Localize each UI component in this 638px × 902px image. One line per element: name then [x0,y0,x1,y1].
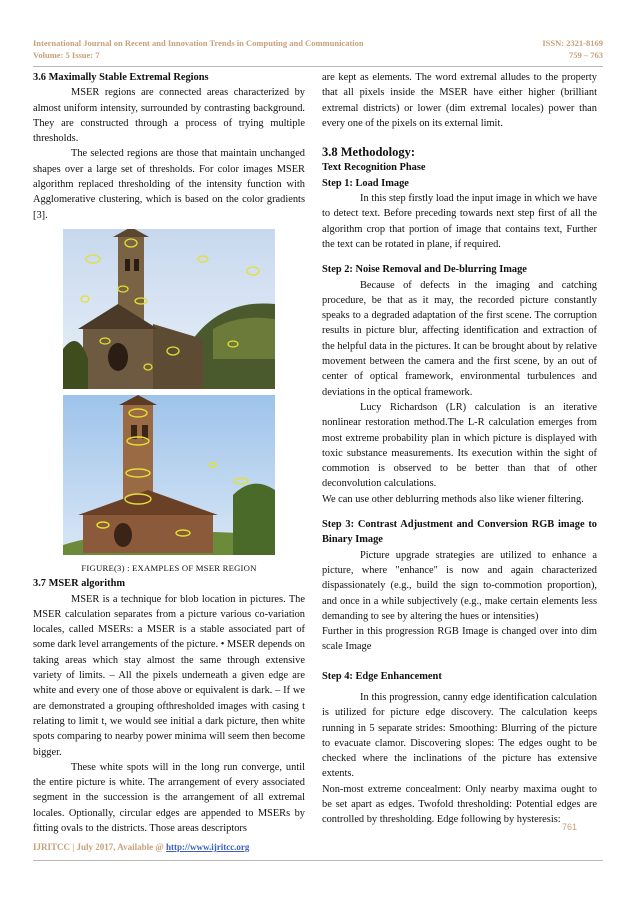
section-3-7-para-1: MSER is a technique for blob location in pictures. The MSER calculation separates from a picture various co-variation locales, called MSERs: a MSER is a stable associated part of some dark level arrangements of the picture. • MSER depends on taking areas which stay almost the same through extensive variety of limits. – All the pixels underneath a given edge are white and every one of those above or equivalent is dark. – If we are demonstrated a grouping ofthresholded images with casing t relating to limit t, we would see initial a dark picture, then white spots comparing to nearby power minima will seem then become bigger. [33,593,305,758]
phase-title: Text Recognition Phase [322,162,426,174]
step-3-para-1: Picture upgrade strategies are utilized to enhance a picture, where "enhance" is now and again characterized dispassionately (e.g., build the sign to-commotion proportion), and once in a while subjectively (e.g., make certain elements less demanding to see by altering the hues or intensities) [322,549,597,622]
step-2-title: Step 2: Noise Removal and De-blurring Image [322,264,527,276]
figure-caption: FIGURE(3) : EXAMPLES OF MSER REGION [81,562,257,573]
step-4-para-1: In this progression, canny edge identification calculation is utilized for picture edge discovery. The calculation keeps running in 5 separate strides: Smoothing: Blurring of the picture to evacuate clamor. Discovering slopes: The edges ought to be checked where the inclinations of the picture has extensive extents. [322,691,597,780]
step-2-para-3: We can use other deblurring methods also like wiener filtering. [322,493,584,505]
section-3-6-para-1: MSER regions are connected areas characterized by almost uniform intensity, surrounded by contrasting background. They are constructed through a process of trying multiple thresholds. [33,87,305,145]
mser-figure-top [63,229,275,389]
issn: ISSN: 2321-8169 [542,38,603,48]
journal-title: International Journal on Recent and Innovation Trends in Computing and Communication [33,38,364,48]
header-rule [33,66,603,67]
section-3-8-title: 3.8 Methodology: [322,145,416,160]
left-column [33,70,305,836]
footer-rule [33,860,603,861]
mser-figure-bottom [63,395,275,555]
section-3-7-title: 3.7 MSER algorithm [33,578,126,590]
right-column [322,70,597,828]
step-1-para: In this step firstly load the input image in which we have to detect text. Before preceding towards next step first of all the algorithm crop that portion of image that contains text, Further the text can be rotated in plane, if required. [322,193,597,250]
section-3-6-title: 3.6 Maximally Stable Extremal Regions [33,72,209,83]
page-footer [33,842,249,852]
footer-text: IJRITCC | July 2017, Available @ [33,842,166,852]
step-2-para-1: Because of defects in the imaging and catching procedure, be that as it may, the recorded picture constantly speaks to a degraded adaptation of the first scene. The corruption results in picture blur, affecting identification and extraction of the helpful data in the pictures. It can be brought about by relative movement between the camera and the first scene, by an out of center of optical framework, environmental turbulences and deviations in the optical framework. [322,279,597,398]
step-2-para-2: Lucy Richardson (LR) calculation is an iterative nonlinear restoration method.The L-R calculation emerges from most extreme probability plan in which picture is displayed with toxic substance measurements. Its execution within the sight of commotion is observed to be better than that of other deconvolution calculations. [322,401,597,490]
section-3-6-para-2: The selected regions are those that maintain unchanged shapes over a large set of thresholds. For color images MSER algorithm replaced thresholding of the intensity function with Agglomerative clustering, which is based on the color gradients [3]. [33,148,305,221]
step-1-title: Step 1: Load Image [322,177,409,189]
continued-paragraph: are kept as elements. The word extremal alludes to the property that all pixels inside the MSER have either higher (brilliant extremal districts) or lower (dim extremal locales) power than every one of the pixels on its external limit. [322,72,597,129]
step-4-title: Step 4: Edge Enhancement [322,670,442,682]
section-3-7-para-2: These white spots will in the long run converge, until the entire picture is white. The arrangement of every associated segment in the succession is the arrangement of all extremal locales. Optionally, circular edges are appended to MSERs by fitting ovals to the districts. Those areas descriptors [33,761,305,835]
step-3-title: Step 3: Contrast Adjustment and Conversion RGB image to Binary Image [322,519,597,546]
page-number: 761 [562,822,578,832]
volume-issue: Volume: 5 Issue: 7 [33,50,100,60]
page-range: 759 – 763 [569,50,603,60]
step-3-para-2: Further in this progression RGB Image is changed over into dim scale Image [322,626,597,653]
step-4-para-2: Non-most extreme concealment: Only nearby maxima ought to be set apart as edges. Twofold thresholding: Potential edges are controlled by thresholding. Edge following by hysteresis: [322,783,597,826]
footer-link[interactable]: http://www.ijritcc.org [165,842,250,852]
